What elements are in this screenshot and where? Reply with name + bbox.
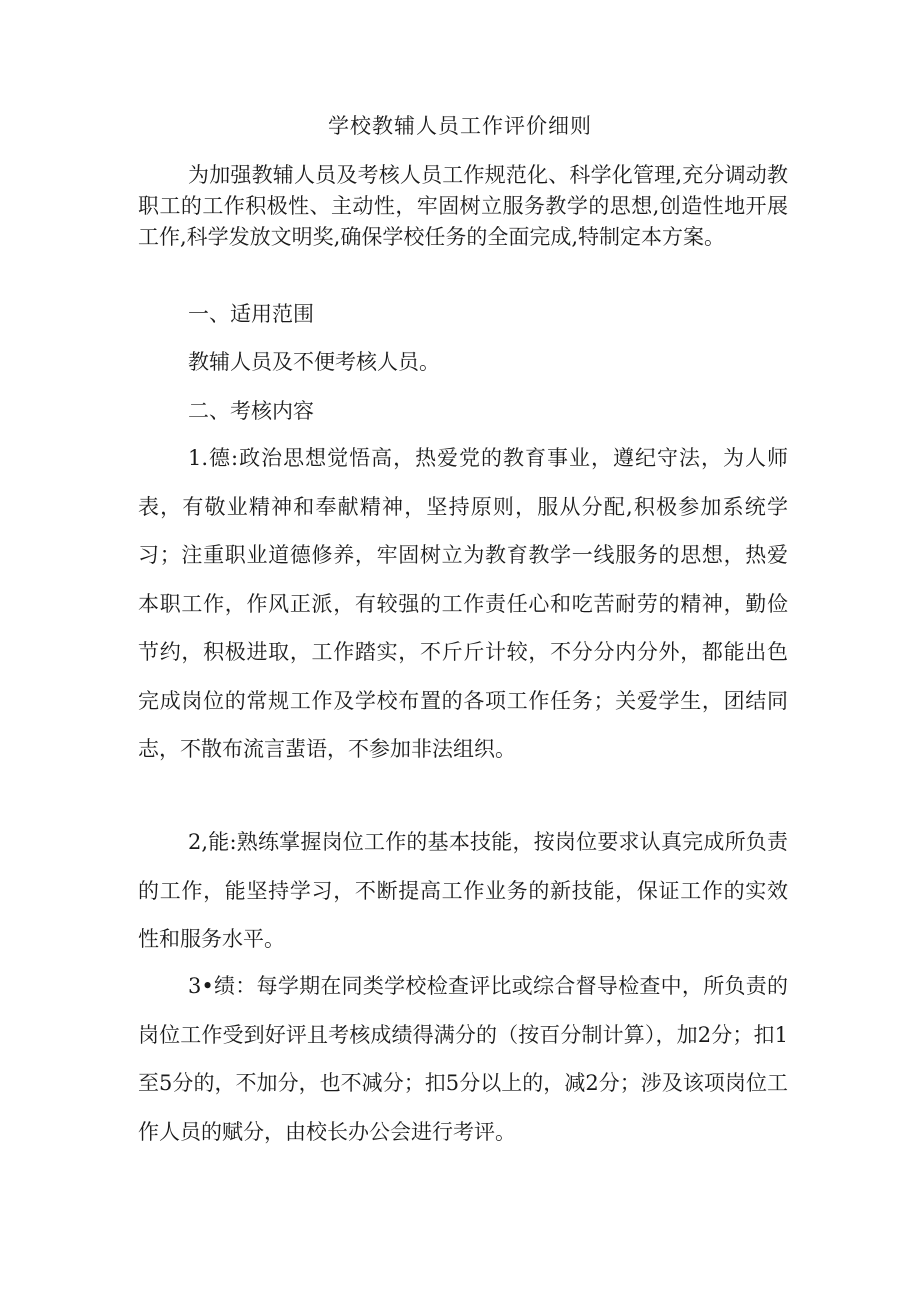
- document-title: 学校教辅人员工作评价细则: [328, 114, 592, 138]
- section-1-heading: 一、适用范围: [188, 302, 314, 326]
- item-3-performance: 3•绩：每学期在同类学校检查评比或综合督导检查中，所负责的岗位工作受到好评且考核成绩得满分的（按百分制计算），加2分；扣1至5分的，不加分，也不减分；扣5分以上的，减2分；涉及该项岗位工作人员的赋分，由校长办公会进行考评。: [138, 974, 788, 1144]
- item-1-virtue: 1.德:政治思想觉悟高，热爱党的教育事业，遵纪守法，为人师表，有敬业精神和奉献精神，坚持原则，服从分配,积极参加系统学习；注重职业道德修养，牢固树立为教育教学一线服务的思想，热爱本职工作，作风正派，有较强的工作责任心和吃苦耐劳的精神，勤俭节约，积极进取，工作踏实，不斤斤计较，不分分内分外，都能出色完成岗位的常规工作及学校布置的各项工作任务；关爱学生，团结同志，不散布流言蜚语，不参加非法组织。: [138, 446, 788, 761]
- item-2-ability: 2,能:熟练掌握岗位工作的基本技能，按岗位要求认真完成所负责的工作，能坚持学习，不断提高工作业务的新技能，保证工作的实效性和服务水平。: [138, 830, 788, 951]
- intro-paragraph: 为加强教辅人员及考核人员工作规范化、科学化管理,充分调动教职工的工作积极性、主动性，牢固树立服务教学的思想,创造性地开展工作,科学发放文明奖,确保学校任务的全面完成,特制定本方案。: [138, 163, 788, 249]
- section-2-heading: 二、考核内容: [188, 399, 314, 423]
- section-1-body: 教辅人员及不便考核人员。: [188, 350, 440, 374]
